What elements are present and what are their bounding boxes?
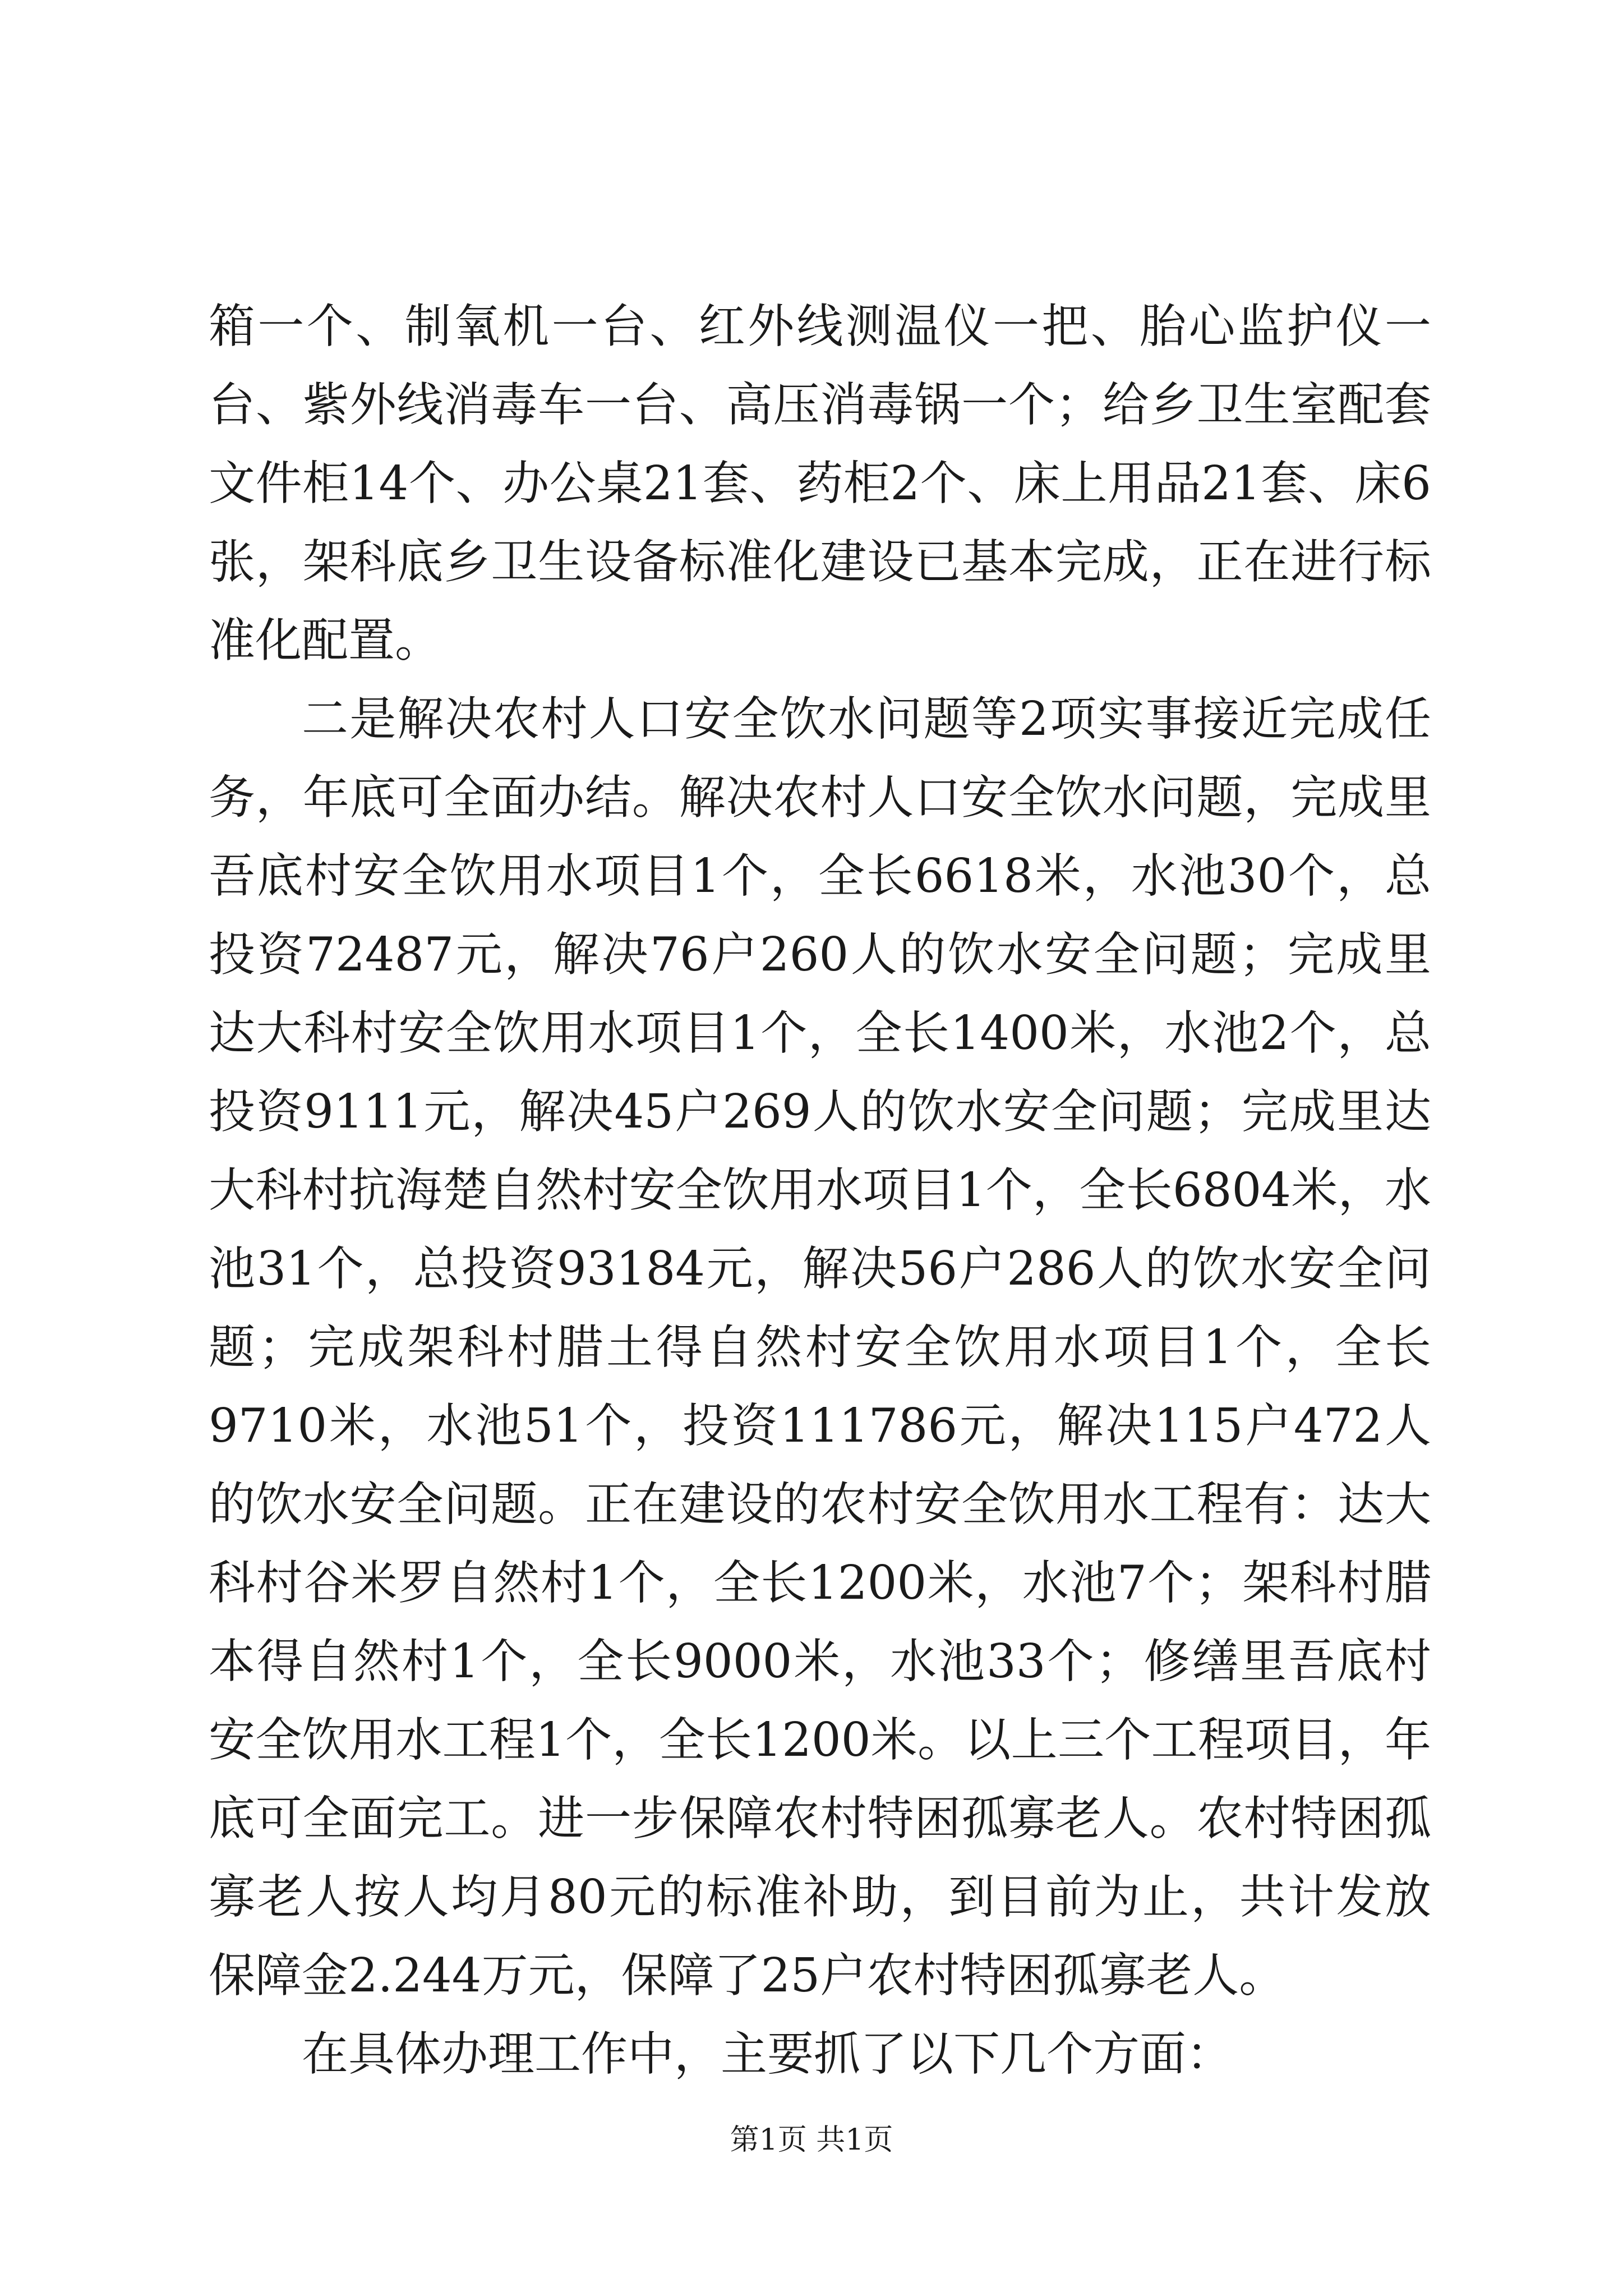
document-body xyxy=(209,287,1431,2093)
page-number-footer: 第1页 共1页 xyxy=(730,2123,893,2157)
paragraph-continuation: 箱一个、制氧机一台、红外线测温仪一把、胎心监护仪一台、紫外线消毒车一台、高压消毒锅一个；给乡卫生室配套文件柜14个、办公桌21套、药柜2个、床上用品21套、床6张，架科底乡卫生设备标准化建设已基本完成，正在进行标准化配置。 xyxy=(209,299,1431,668)
paragraph-drinking-water: 二是解决农村人口安全饮水问题等2项实事接近完成任务，年底可全面办结。解决农村人口安全饮水问题，完成里吾底村安全饮用水项目1个，全长6618米，水池30个，总投资72487元，解决76户260人的饮水安全问题；完成里达大科村安全饮用水项目1个，全长1400米，水池2个，总投资9111元，解决45户269人的饮水安全问题；完成里达大科村抗海楚自然村安全饮用水项目1个，全长6804米，水池31个，总投资93184元，解决56户286人的饮水安全问题；完成架科村腊土得自然村安全饮用水项目1个，全长9710米，水池51个，投资111786元，解决115户472人的饮水安全问题。正在建设的农村安全饮用水工程有：达大科村谷米罗自然村1个，全长1200米，水池7个；架科村腊本得自然村1个，全长9000米，水池33个；修缮里吾底村安全饮用水工程1个，全长1200米。以上三个工程项目，年底可全面完工。进一步保障农村特困孤寡老人。农村特困孤寡老人按人均月80元的标准补助，到目前为止，共计发放保障金2.244万元，保障了25户农村特困孤寡老人。 xyxy=(209,692,1431,2003)
paragraph-work-aspects: 在具体办理工作中，主要抓了以下几个方面： xyxy=(302,2027,1233,2081)
